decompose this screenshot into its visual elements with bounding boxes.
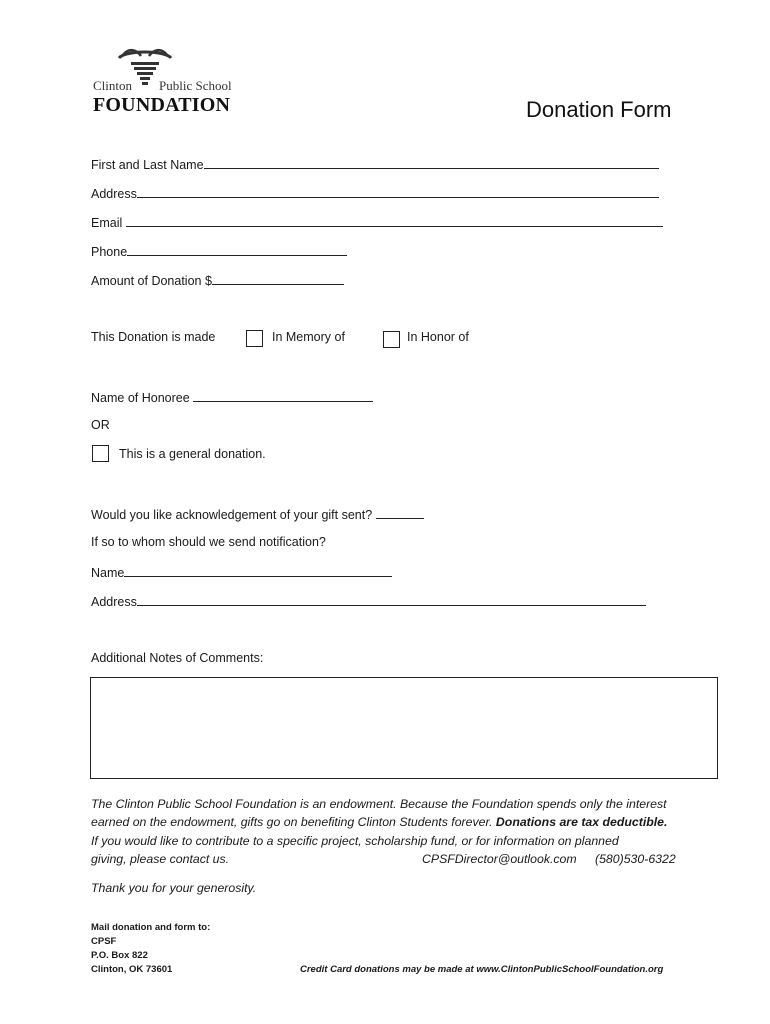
phone-label: Phone [91, 245, 128, 259]
general-donation-checkbox[interactable] [92, 445, 109, 462]
recipient-address-row [91, 593, 646, 609]
address-input-line[interactable] [137, 185, 659, 198]
acknowledgement-input-line[interactable] [376, 506, 424, 519]
mail-heading: Mail donation and form to: [91, 922, 211, 933]
in-memory-label: In Memory of [272, 330, 345, 344]
email-label: Email [91, 216, 126, 230]
email-field-row [91, 214, 663, 230]
amount-input-line[interactable] [212, 272, 344, 285]
recipient-address-label: Address [91, 595, 137, 609]
endowment-text-line-1: The Clinton Public School Foundation is an endowment. Because the Foundation spends only the interest [91, 797, 667, 811]
honoree-input-line[interactable] [193, 389, 373, 402]
address-field-row [91, 185, 659, 201]
whom-question: If so to whom should we send notification? [91, 535, 326, 549]
general-donation-label: This is a general donation. [119, 447, 266, 461]
thank-you-text: Thank you for your generosity. [91, 881, 257, 895]
mail-po-box: P.O. Box 822 [91, 950, 148, 961]
credit-card-note: Credit Card donations may be made at www.ClintonPublicSchoolFoundation.org [300, 964, 664, 975]
contact-phone: (580)530-6322 [595, 852, 676, 866]
recipient-name-input-line[interactable] [124, 564, 392, 577]
logo-text-foundation: FOUNDATION [93, 94, 231, 116]
in-honor-label: In Honor of [407, 330, 469, 344]
logo-text-public-school: Public School [159, 78, 232, 93]
name-input-line[interactable] [204, 156, 659, 169]
contact-email: CPSFDirector@outlook.com [422, 852, 577, 866]
phone-input-line[interactable] [127, 243, 347, 256]
acknowledgement-question: Would you like acknowledgement of your gift sent? [91, 508, 376, 522]
email-input-line[interactable] [126, 214, 663, 227]
page-title: Donation Form [526, 97, 672, 122]
or-text: OR [91, 418, 110, 432]
foundation-logo [93, 48, 243, 118]
tax-deductible-text: Donations are tax deductible. [495, 815, 668, 829]
notes-label: Additional Notes of Comments: [91, 651, 264, 665]
donation-type-label: This Donation is made [91, 330, 216, 344]
endowment-text-line-3: If you would like to contribute to a specific project, scholarship fund, or for information on planned [91, 834, 619, 848]
name-label: First and Last Name [91, 158, 204, 172]
address-label: Address [91, 187, 137, 201]
phone-field-row [91, 243, 347, 259]
recipient-name-row [91, 564, 392, 580]
name-field-row [91, 156, 659, 172]
amount-field-row [91, 272, 344, 288]
logo-text-clinton: Clinton [93, 78, 133, 93]
recipient-address-input-line[interactable] [137, 593, 646, 606]
recipient-name-label: Name [91, 566, 125, 580]
mail-city: Clinton, OK 73601 [91, 964, 173, 975]
acknowledgement-row [91, 506, 424, 522]
endowment-text-line-2a: earned on the endowment, gifts go on benefiting Clinton Students forever. [91, 815, 496, 829]
notes-textarea[interactable] [90, 677, 718, 779]
amount-label: Amount of Donation $ [91, 274, 212, 288]
endowment-text-line-4: giving, please contact us. [91, 852, 230, 866]
mail-name: CPSF [91, 936, 117, 947]
in-memory-checkbox[interactable] [246, 330, 263, 347]
in-honor-checkbox[interactable] [383, 331, 400, 348]
endowment-text-line-2 [91, 813, 667, 832]
honoree-field-row [91, 389, 373, 405]
honoree-label: Name of Honoree [91, 391, 194, 405]
